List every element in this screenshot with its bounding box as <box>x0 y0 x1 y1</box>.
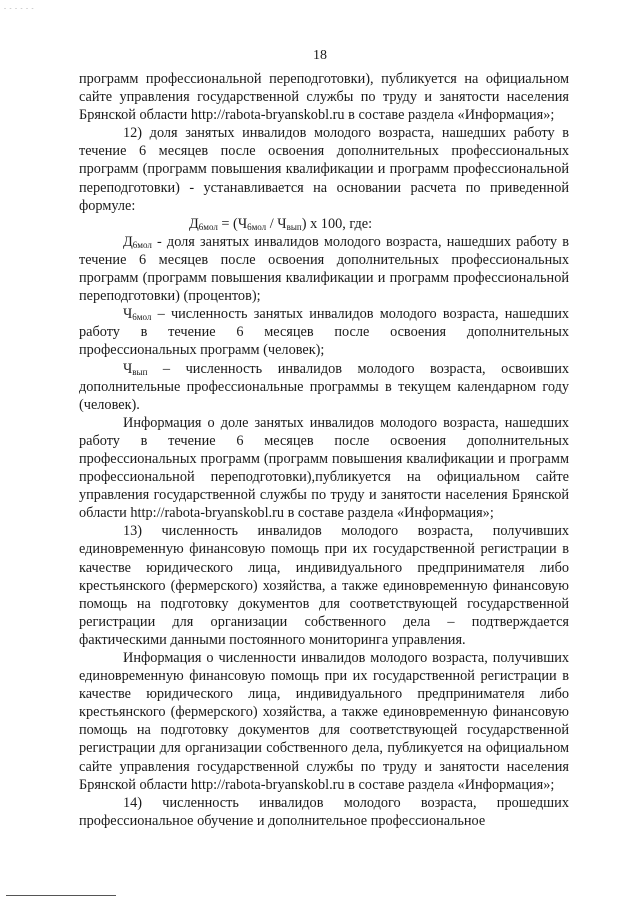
paragraph-item-14: 14) численность инвалидов молодого возраста, прошедших профессиональное обучение и дополнительное профессиональное <box>79 794 569 829</box>
definition-subscript: 6мол <box>132 239 152 250</box>
scan-corner-marks: - - - - - - <box>4 6 35 12</box>
formula-tail: ) х 100, где: <box>301 215 373 232</box>
footnote-rule <box>6 895 116 896</box>
definition-text: – численность инвалидов молодого возраста, освоивших дополнительные профессиональные программы в текущем календарном году (человек). <box>79 360 569 413</box>
definition-symbol: Ч <box>123 306 133 323</box>
definition-subscript: 6мол <box>132 312 152 323</box>
page-number: 18 <box>313 48 327 63</box>
definition-chvyp <box>79 360 569 414</box>
formula-lhs-sub: 6мол <box>198 221 218 232</box>
definition-symbol: Д <box>123 233 133 250</box>
formula-eq-open: = (Ч <box>217 215 248 232</box>
formula-den-sub: вып <box>286 221 302 232</box>
paragraph-item-13: 13) численность инвалидов молодого возраста, получивших единовременную финансовую помощь при их государственной регистрации в качестве юридического лица, индивидуального предпринимателя либо крестьянского (фермерского) хозяйства, а также единовременную финансовую помощь на подготовку документов для соответствующей государственной регистрации для организации собственного дела – подтверждается фактическими данными постоянного мониторинга управления. <box>79 523 569 648</box>
paragraph-info-share: Информация о доле занятых инвалидов молодого возраста, нашедших работу в течение 6 месяцев после освоения дополнительных профессиональных программ (программ повышения квалификации и программ профессиональной переподготовки),публикуется на официальном сайте управления государственной службы по труду и занятости населения Брянской области http://rabota-bryanskobl.ru в составе раздела «Информация»; <box>79 414 569 522</box>
formula-num-sub: 6мол <box>247 221 267 232</box>
document-body <box>79 70 569 830</box>
definition-symbol: Ч <box>123 360 133 377</box>
formula-lhs: Д <box>189 215 199 232</box>
formula-slash: / Ч <box>266 215 287 232</box>
formula <box>79 215 569 233</box>
paragraph-info-count: Информация о численности инвалидов молодого возраста, получивших единовременную финансовую помощь при их государственной регистрации в качестве юридического лица, индивидуального предпринимателя либо крестьянского (фермерского) хозяйства, а также единовременную финансовую помощь на подготовку документов для соответствующей государственной регистрации для организации собственного дела, публикуется на официальном сайте управления государственной службы по труду и занятости населения Брянской области http://rabota-bryanskobl.ru в составе раздела «Информация»; <box>79 650 569 793</box>
definition-subscript: вып <box>132 366 148 377</box>
definition-text: - доля занятых инвалидов молодого возраста, нашедших работу в течение 6 месяцев после освоения дополнительных профессиональных программ (программ повышения квалификации и программ профессиональной переподготовки) (процентов); <box>79 233 569 305</box>
paragraph-continuation: программ профессиональной переподготовки), публикуется на официальном сайте управления государственной службы по труду и занятости населения Брянской области http://rabota-bryanskobl.ru в составе раздела «Информация»; <box>79 71 569 124</box>
definition-text: – численность занятых инвалидов молодого возраста, нашедших работу в течение 6 месяцев после освоения дополнительных профессиональных программ (человек); <box>79 306 569 359</box>
paragraph-item-12: 12) доля занятых инвалидов молодого возраста, нашедших работу в течение 6 месяцев после освоения дополнительных профессиональных программ (программ повышения квалификации и программ профессиональной переподготовки) - устанавливается на основании расчета по приведенной формуле: <box>79 125 569 214</box>
definition-ch6mol <box>79 305 569 359</box>
definition-d6mol <box>79 233 569 305</box>
